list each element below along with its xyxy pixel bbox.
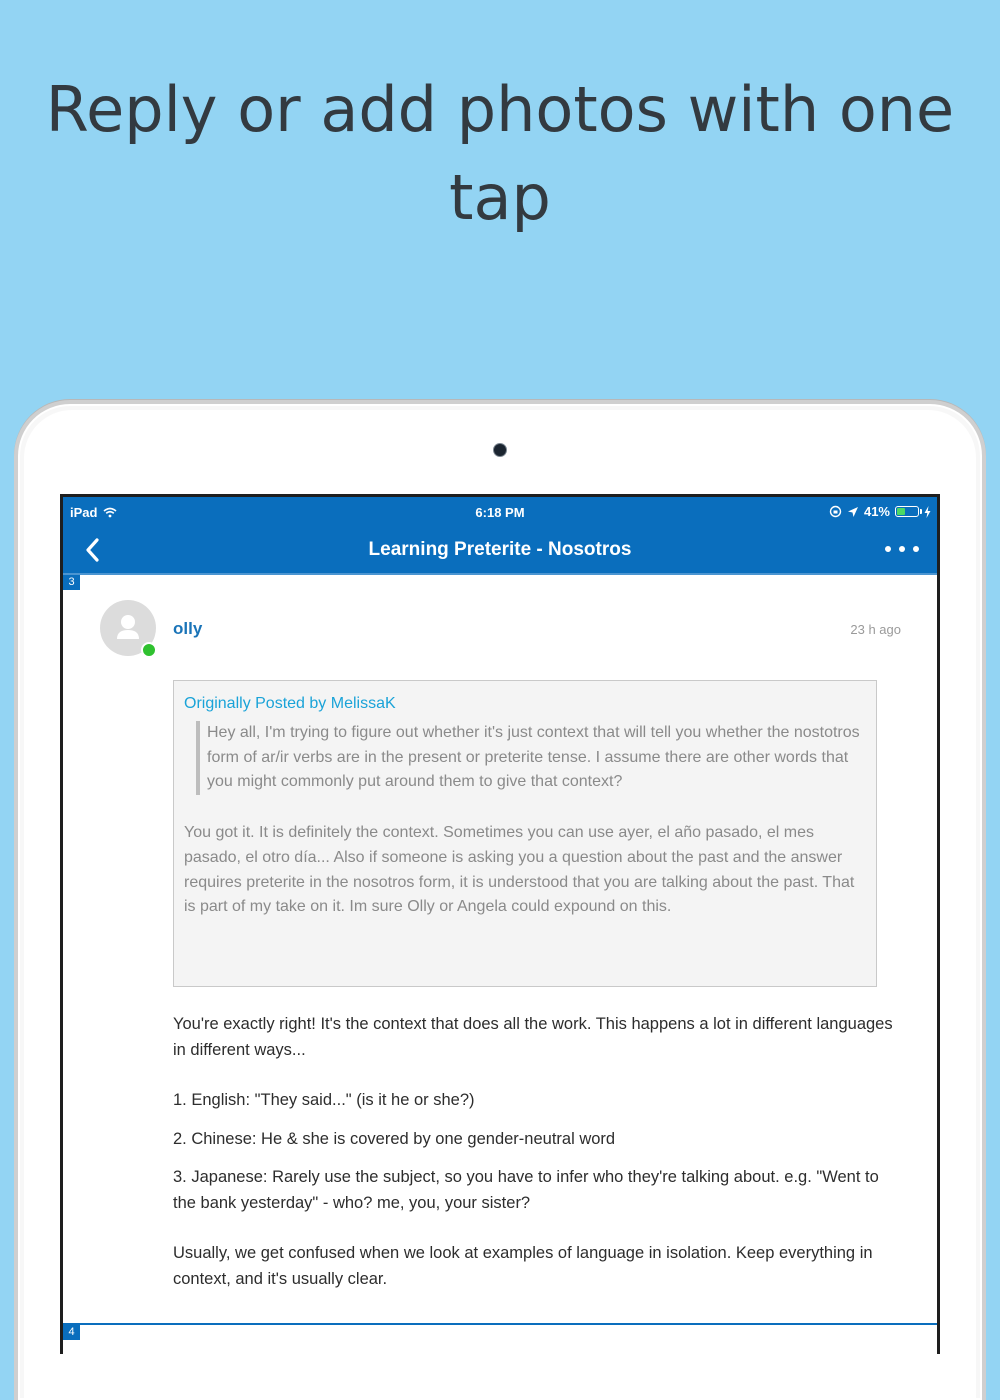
nested-quote-text: Hey all, I'm trying to figure out whether it's just context that will tell you whether the nostotros form of ar/ir verbs are in the present or preterite tense. I assume there are other words that you might commonly put around them to give that context?	[196, 721, 866, 795]
device-screen	[60, 494, 940, 1354]
list-item: 2. Chinese: He & she is covered by one gender-neutral word	[173, 1130, 616, 1148]
online-status-indicator	[141, 642, 157, 658]
status-bar	[63, 497, 937, 527]
post-number-badge: 4	[63, 1325, 80, 1340]
nav-bar	[63, 527, 937, 575]
charging-icon	[924, 506, 931, 518]
list-item: 1. English: "They said..." (is it he or she?)	[173, 1091, 475, 1109]
battery-percent: 41%	[863, 504, 890, 519]
post-paragraph: Usually, we get confused when we look at examples of language in isolation. Keep everything in context, and it's usually clear.	[173, 1244, 873, 1288]
post-timestamp: 23 h ago	[850, 622, 901, 637]
more-dot-icon	[899, 546, 905, 552]
list-item: 3. Japanese: Rarely use the subject, so you have to infer who they're talking about. e.g. "Went to the bank yesterday" - who? me, you, your sister?	[173, 1168, 879, 1212]
device-label: iPad	[70, 505, 98, 520]
post-author[interactable]: olly	[173, 619, 203, 638]
quote-header[interactable]: Originally Posted by MelissaK	[184, 695, 396, 712]
rotation-lock-icon	[829, 505, 842, 518]
more-options-button[interactable]	[885, 537, 919, 561]
status-time: 6:18 PM	[475, 505, 525, 520]
promo-headline: Reply or add photos with one tap	[45, 73, 955, 234]
battery-icon	[895, 506, 919, 517]
post-paragraph: You're exactly right! It's the context that does all the work. This happens a lot in different languages in different ways...	[173, 1015, 893, 1059]
quote-reply-text: You got it. It is definitely the context. Sometimes you can use ayer, el año pasado, el mes pasado, el otro día... Also if someone is asking you a question about the past and the answer requires preterite in the nosotros form, it is understood that you are talking about the past. That is part of my take on it. Im sure Olly or Angela could expound on this.	[184, 824, 855, 916]
quote-block	[173, 680, 877, 987]
more-dot-icon	[913, 546, 919, 552]
more-dot-icon	[885, 546, 891, 552]
thread-title: Learning Preterite - Nosotros	[368, 539, 632, 560]
post-number-badge: 3	[63, 575, 80, 590]
camera-icon	[493, 443, 507, 457]
location-icon	[847, 506, 859, 518]
post-divider	[63, 1323, 937, 1325]
